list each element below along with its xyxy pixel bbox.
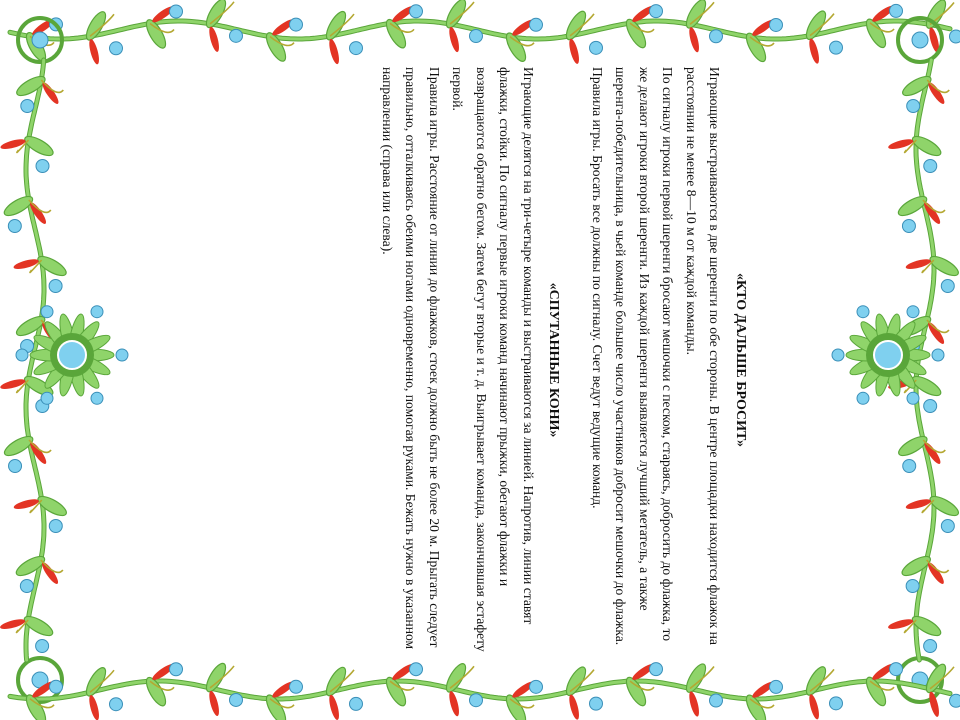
- floral-border-bottom: [10, 661, 960, 720]
- game-1-rules: Правила игры. Бросать все должны по сигналу. Счет ведут ведущие команд.: [590, 67, 605, 509]
- game-2-rules: Правила игры. Расстояние от линии до флажков, стоек должно быть не более 20 м. Прыгать следует правильно, отталкиваясь обеими ногами одновременно, помогая руками. Бежать нужно в указанном направлении (справа или слева).: [380, 67, 442, 650]
- game-1-paragraph-2: По сигналу игроки первой шеренги бросают мешочки с песком, стараясь, добросить до флажка, то же делают игроки второй шеренги. Из каждой шеренги выявляется лучший метатель, а также шеренга-победительница, в чьей команде большее число участников добросит мешочки до флажка.: [613, 67, 676, 646]
- game-title-2: «СПУТАННЫЕ КОНИ»: [546, 282, 562, 438]
- section-spacer: [566, 67, 582, 653]
- game-1-paragraph-1: Играющие выстраиваются в две шеренги по обе стороны. В центре площадки находится флажок на расстоянии не менее 8—10 м от каждой команды.: [684, 67, 723, 645]
- game-section-2: [376, 67, 566, 653]
- rotated-text-panel: [200, 55, 760, 665]
- game-title-1: «КТО ДАЛЬШЕ БРОСИТ»: [733, 272, 748, 448]
- game-2-paragraph-1: Играющие делятся на три-четыре команды и выстраиваются за линией. Напротив, линии ставят флажки, стойки. По сигналу первые игроки команд начинают прыжки, обегают флажки и возвращаются обратно бегом. Затем бегут вторые и т. д. Выигрывает команда, закончившая эстафету первой.: [450, 67, 536, 652]
- game-section-1: [586, 67, 753, 653]
